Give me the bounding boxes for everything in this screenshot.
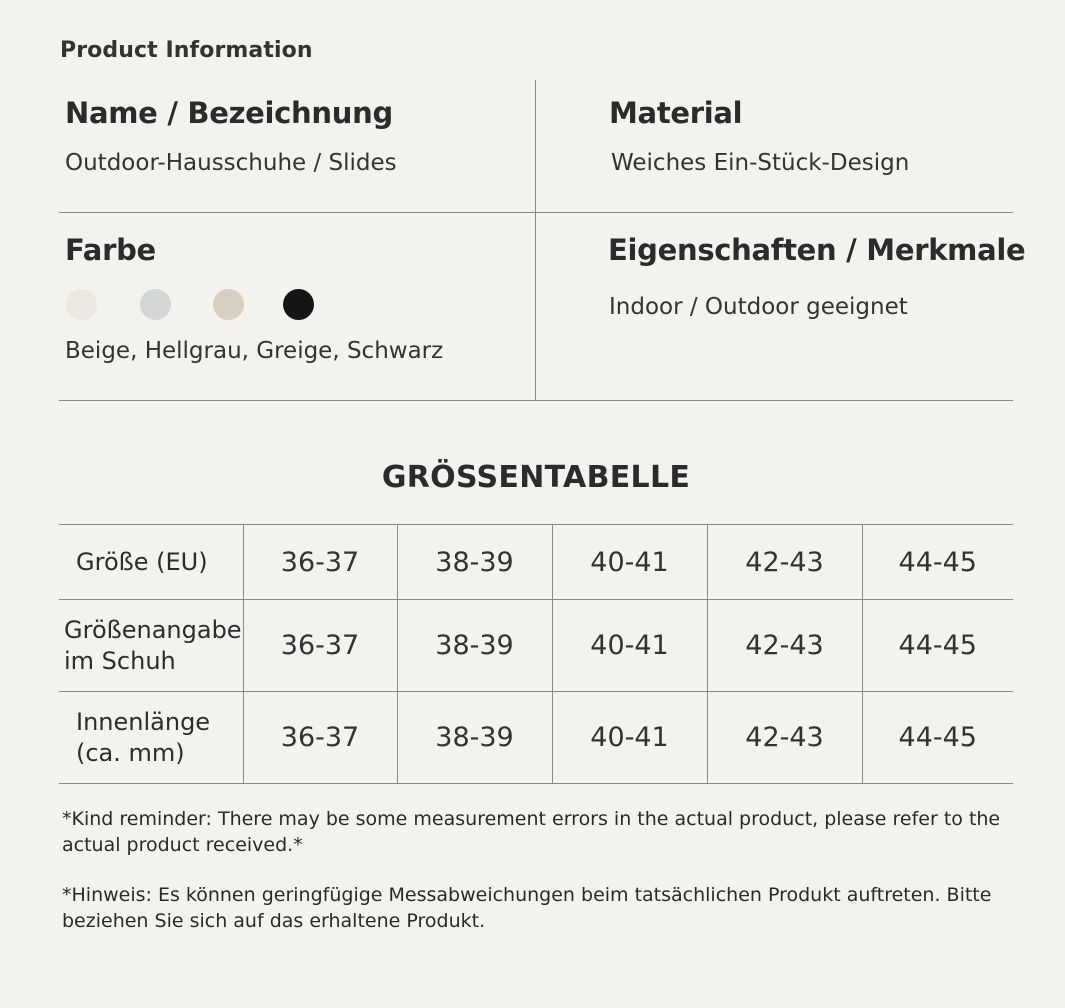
- table-row: [59, 692, 1013, 784]
- size-cell: 40-41: [552, 600, 707, 692]
- size-cell: 40-41: [552, 692, 707, 784]
- size-cell: 44-45: [862, 600, 1013, 692]
- info-grid-divider-vertical: [535, 80, 536, 401]
- name-label: Name / Bezeichnung: [65, 96, 393, 130]
- size-cell: 38-39: [397, 600, 552, 692]
- row-label-cell: [59, 692, 243, 784]
- size-table: [59, 524, 1013, 784]
- material-label: Material: [609, 96, 743, 130]
- size-cell: 42-43: [707, 525, 862, 600]
- row-label-cell: [59, 600, 243, 692]
- name-value: Outdoor-Hausschuhe / Slides: [65, 150, 397, 176]
- features-label: Eigenschaften / Merkmale: [608, 233, 1026, 267]
- note-german: *Hinweis: Es können geringfügige Messabweichungen beim tatsächlichen Produkt auftreten. Bitte beziehen Sie sich auf das erhaltene Produkt.: [62, 884, 992, 932]
- table-row: [59, 600, 1013, 692]
- size-cell: 42-43: [707, 692, 862, 784]
- color-swatch-greige: [213, 289, 244, 320]
- size-cell: 36-37: [243, 600, 397, 692]
- features-value: Indoor / Outdoor geeignet: [609, 294, 908, 320]
- page-title: Product Information: [60, 38, 313, 63]
- info-grid-divider-middle: [59, 212, 1013, 213]
- size-cell: 38-39: [397, 525, 552, 600]
- size-cell: 42-43: [707, 600, 862, 692]
- size-cell: 38-39: [397, 692, 552, 784]
- size-cell: 36-37: [243, 692, 397, 784]
- note-english: *Kind reminder: There may be some measurement errors in the actual product, please refer to the actual product received.*: [62, 808, 1001, 856]
- color-swatch-beige: [66, 289, 97, 320]
- size-cell: 40-41: [552, 525, 707, 600]
- row-label: Größe (EU): [76, 547, 208, 576]
- size-cell: 44-45: [862, 692, 1013, 784]
- color-label: Farbe: [65, 233, 156, 267]
- color-swatch-black: [283, 289, 314, 320]
- material-value: Weiches Ein-Stück-Design: [611, 150, 910, 176]
- size-cell: 36-37: [243, 525, 397, 600]
- color-value: Beige, Hellgrau, Greige, Schwarz: [65, 338, 444, 364]
- color-swatch-light-grey: [140, 289, 171, 320]
- row-label-cell: [59, 525, 243, 600]
- table-row: [59, 525, 1013, 600]
- row-label: Größenangabe im Schuh: [64, 615, 242, 675]
- size-table-title: GRÖSSENTABELLE: [381, 460, 691, 495]
- size-cell: 44-45: [862, 525, 1013, 600]
- info-grid-divider-bottom: [59, 400, 1013, 401]
- row-label: Innenlänge (ca. mm): [76, 707, 211, 767]
